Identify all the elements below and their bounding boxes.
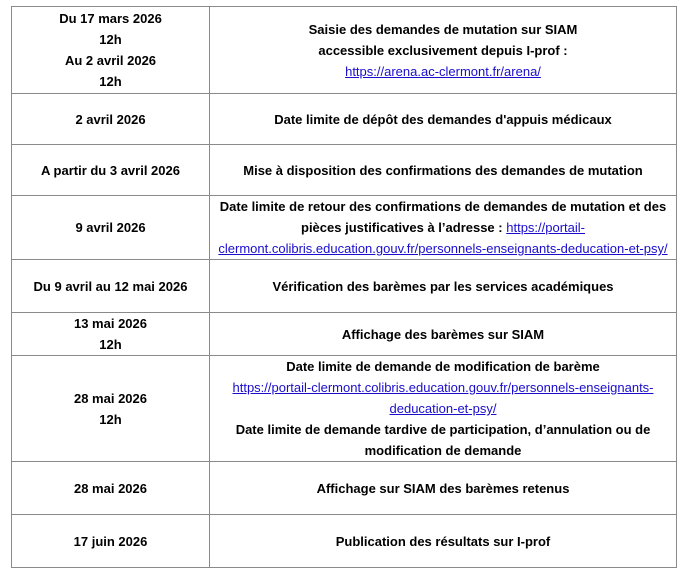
event-line: Mise à disposition des confirmations des demandes de mutation [243, 162, 643, 178]
calendar-table [11, 6, 677, 568]
event-cell [210, 462, 677, 515]
date-line: A partir du 3 avril 2026 [41, 162, 180, 178]
table-row [12, 7, 677, 94]
date-cell [12, 196, 210, 260]
date-line: 12h [99, 74, 122, 89]
event-line: Date limite de dépôt des demandes d'appuis médicaux [274, 111, 612, 127]
table-row [12, 515, 677, 568]
date-cell [12, 515, 210, 568]
date-cell [12, 94, 210, 145]
event-line: Vérification des barèmes par les services académiques [272, 278, 614, 294]
event-cell [210, 356, 677, 462]
event-cell [210, 515, 677, 568]
table-row [12, 94, 677, 145]
event-cell [210, 313, 677, 356]
table-row [12, 196, 677, 260]
date-line: 17 juin 2026 [73, 533, 148, 549]
colibris-link-start[interactable]: https://portail- [506, 220, 585, 235]
date-line: 12h [99, 411, 122, 427]
date-line: Du 17 mars 2026 [59, 11, 162, 26]
event-line: modification de demande [364, 443, 522, 458]
colibris-link-end[interactable]: deducation-et-psy/ [389, 401, 497, 416]
event-cell [210, 94, 677, 145]
event-cell [210, 145, 677, 196]
event-line: Affichage des barèmes sur SIAM [341, 326, 545, 342]
date-cell [12, 260, 210, 313]
date-cell [12, 145, 210, 196]
date-cell [12, 356, 210, 462]
table-row [12, 260, 677, 313]
date-line: 9 avril 2026 [75, 220, 146, 235]
event-line: Date limite de demande de modification de barème [286, 359, 600, 374]
table-row [12, 313, 677, 356]
date-line: Du 9 avril au 12 mai 2026 [33, 278, 188, 294]
event-cell [210, 7, 677, 94]
event-line: Publication des résultats sur I-prof [335, 533, 551, 549]
arena-link[interactable]: https://arena.ac-clermont.fr/arena/ [345, 63, 541, 79]
event-line: Date limite de retour des confirmations de demandes de mutation et des [219, 199, 667, 214]
date-cell [12, 462, 210, 515]
colibris-link[interactable]: https://portail-clermont.colibris.education.gouv.fr/personnels-enseignants- [232, 380, 654, 395]
date-cell [12, 7, 210, 94]
table-row [12, 145, 677, 196]
event-cell [210, 260, 677, 313]
event-line: Date limite de demande tardive de participation, d’annulation ou de [235, 422, 651, 437]
date-line: 12h [99, 337, 122, 352]
event-line: accessible exclusivement depuis I-prof : [318, 42, 568, 58]
date-line: 28 mai 2026 [73, 390, 147, 406]
table-row [12, 356, 677, 462]
date-line: 2 avril 2026 [75, 111, 146, 127]
table-row [12, 462, 677, 515]
event-line: Saisie des demandes de mutation sur SIAM [308, 21, 578, 37]
event-cell [210, 196, 677, 260]
date-line: 12h [99, 32, 122, 47]
event-line: Affichage sur SIAM des barèmes retenus [316, 480, 570, 496]
date-line: 13 mai 2026 [73, 316, 147, 331]
event-line: pièces justificatives à l’adresse : [301, 220, 503, 235]
colibris-link[interactable]: clermont.colibris.education.gouv.fr/personnels-enseignants-deducation-et-psy/ [218, 241, 668, 256]
date-cell [12, 313, 210, 356]
date-line: 28 mai 2026 [73, 480, 147, 496]
date-line: Au 2 avril 2026 [64, 53, 157, 68]
